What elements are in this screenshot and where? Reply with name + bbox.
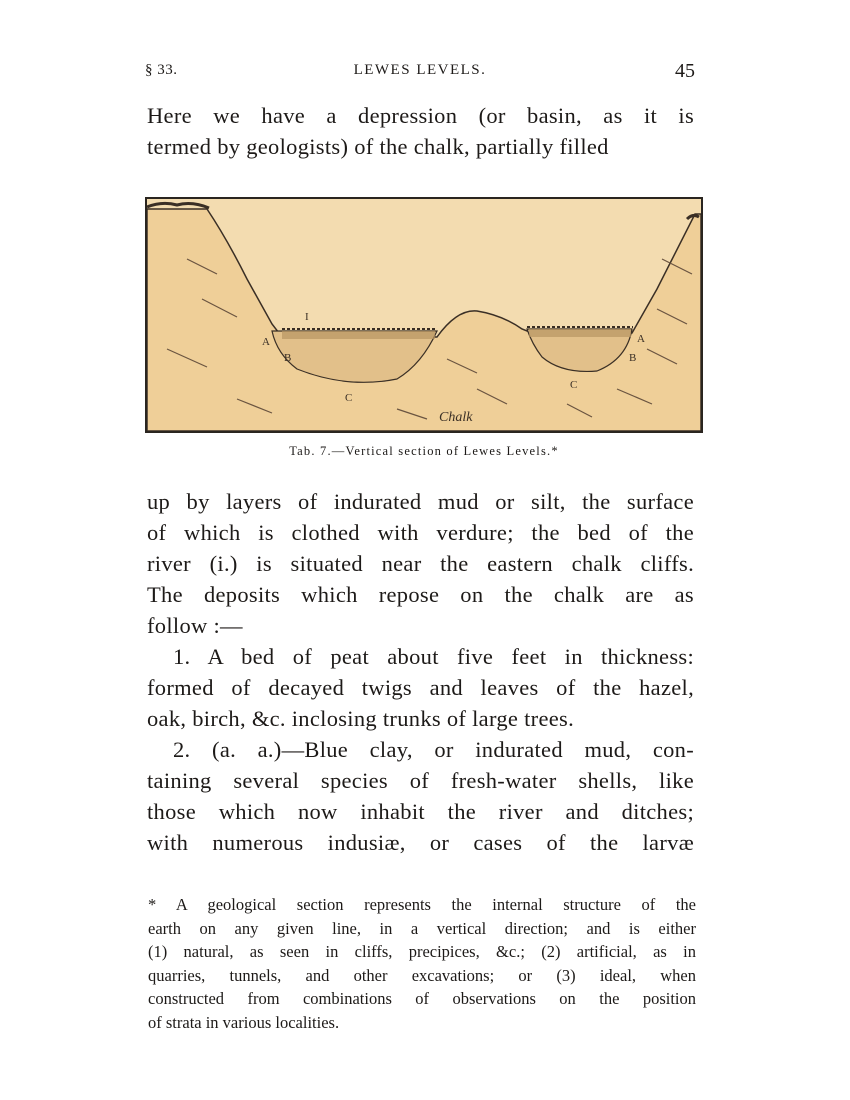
label-b-right: B bbox=[629, 352, 637, 364]
text-line: follow :— bbox=[147, 613, 243, 638]
label-chalk: Chalk bbox=[439, 410, 473, 425]
peat-layer-left bbox=[282, 331, 435, 339]
text-line: oak, birch, &c. inclosing trunks of large trees. bbox=[147, 706, 575, 731]
text-line: of which is clothed with verdure; the bed of the bbox=[147, 520, 694, 545]
running-head bbox=[145, 60, 695, 84]
text-line: The deposits which repose on the chalk are as bbox=[147, 582, 694, 607]
text-line: Here we have a depression (or basin, as it is bbox=[147, 103, 694, 128]
text-line: river (i.) is situated near the eastern chalk cliffs. bbox=[147, 551, 694, 576]
section-figure bbox=[145, 197, 703, 433]
label-b-left: B bbox=[284, 352, 292, 364]
footnote-line: earth on any given line, in a vertical direction; and is either bbox=[148, 918, 696, 938]
text-line: 2. (a. a.)—Blue clay, or indurated mud, con- bbox=[173, 737, 694, 762]
footnote-line: quarries, tunnels, and other excavations; or (3) ideal, when bbox=[148, 965, 696, 985]
label-c-right: C bbox=[570, 379, 578, 391]
label-a-left: A bbox=[262, 336, 270, 348]
footnote-line: of strata in various localities. bbox=[148, 1012, 340, 1032]
page-number: 45 bbox=[675, 60, 695, 82]
text-line: with numerous indusiæ, or cases of the larvæ bbox=[147, 830, 694, 855]
text-line: termed by geologists) of the chalk, partially filled bbox=[147, 134, 609, 159]
geological-section-diagram bbox=[147, 199, 701, 431]
text-line: taining several species of fresh-water shells, like bbox=[147, 768, 694, 793]
paragraph-main bbox=[147, 486, 694, 858]
paragraph-top bbox=[147, 100, 694, 162]
footnote-line: * A geological section represents the internal structure of the bbox=[148, 895, 696, 914]
peat-layer-right bbox=[529, 329, 631, 337]
text-line: 1. A bed of peat about five feet in thickness: bbox=[173, 644, 694, 669]
footnote bbox=[148, 893, 696, 1034]
figure-caption: Tab. 7.—Vertical section of Lewes Levels.* bbox=[289, 444, 559, 458]
text-line: up by layers of indurated mud or silt, the surface bbox=[147, 489, 694, 514]
text-line: those which now inhabit the river and ditches; bbox=[147, 799, 694, 824]
label-river: I bbox=[305, 311, 309, 323]
text-line: formed of decayed twigs and leaves of the hazel, bbox=[147, 675, 694, 700]
footnote-line: constructed from combinations of observations on the position bbox=[148, 989, 696, 1008]
section-number: § 33. bbox=[145, 62, 178, 78]
running-title: LEWES LEVELS. bbox=[353, 62, 487, 78]
footnote-line: (1) natural, as seen in cliffs, precipices, &c.; (2) artificial, as in bbox=[148, 942, 696, 961]
label-c-left: C bbox=[345, 392, 353, 404]
label-a-right: A bbox=[637, 333, 645, 345]
